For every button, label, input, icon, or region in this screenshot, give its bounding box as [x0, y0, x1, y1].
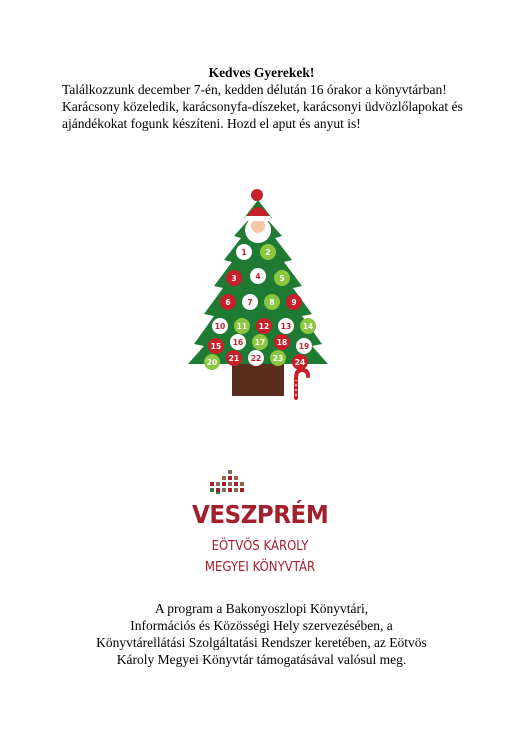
sponsor-note — [40, 600, 483, 668]
tree-trunk — [232, 364, 284, 396]
snowflake-icon: ✻ — [188, 318, 197, 329]
sponsor-note-line: Könyvtárellátási Szolgáltatási Rendszer keretében, az Eötvös — [96, 635, 427, 650]
ornament-number-12: 12 — [258, 322, 270, 331]
hat-pompom — [251, 189, 263, 201]
ornament-number-15: 15 — [210, 342, 222, 351]
library-crown-icon — [206, 466, 246, 498]
ornament-number-19: 19 — [298, 342, 310, 351]
library-logo — [180, 466, 340, 586]
ornament-number-4: 4 — [255, 272, 261, 281]
invitation-text: Találkozzunk december 7-én, kedden délután 16 órakor a könyvtárban! Karácsony közeledik, karácsonyfa-díszeket, karácsonyi üdvözlőlapokat és ajándékokat fogunk készíteni. Hozd el aput és anyut is! — [62, 82, 463, 132]
ornament-number-3: 3 — [231, 274, 237, 283]
logo-library-line1: EÖTVÖS KÁROLY — [211, 539, 309, 554]
santa-face — [251, 219, 265, 233]
ornament-number-17: 17 — [254, 338, 266, 347]
ornament-number-6: 6 — [225, 298, 231, 307]
sponsor-note-line: A program a Bakonyoszlopi Könyvtári, — [154, 601, 369, 616]
greeting-heading: Kedves Gyerekek! — [208, 65, 315, 80]
snowflake-icon: ✻ — [212, 263, 220, 273]
ornament-number-5: 5 — [279, 274, 285, 283]
ornament-number-10: 10 — [214, 322, 226, 331]
advent-calendar-tree-image — [180, 186, 336, 402]
snowflake-icon: ✻ — [318, 318, 327, 329]
sponsor-note-line: Károly Megyei Könyvtár támogatásával valósul meg. — [116, 652, 407, 667]
logo-city-name: VESZPRÉM — [192, 500, 329, 529]
santa-hat-brim — [245, 216, 271, 221]
ornament-number-11: 11 — [236, 322, 248, 331]
sponsor-note-line: Információs és Közösségi Hely szervezésében, a — [130, 618, 393, 633]
ornament-number-23: 23 — [272, 354, 284, 363]
ornament-number-2: 2 — [265, 248, 271, 257]
advent-tree-illustration — [180, 186, 336, 402]
ornament-number-1: 1 — [241, 248, 247, 257]
candy-cane — [296, 370, 308, 398]
ornament-number-14: 14 — [302, 322, 314, 331]
ornament-number-22: 22 — [250, 354, 262, 363]
ornament-number-13: 13 — [280, 322, 292, 331]
ornament-number-24: 24 — [294, 358, 306, 367]
ornament-number-16: 16 — [232, 338, 244, 347]
ornament-number-9: 9 — [291, 298, 297, 307]
ornament-number-8: 8 — [269, 298, 275, 307]
snowflake-icon: ✻ — [298, 263, 306, 273]
logo-library-line2: MEGYEI KÖNYVTÁR — [204, 560, 316, 575]
ornament-number-7: 7 — [247, 298, 253, 307]
ornament-number-18: 18 — [276, 338, 288, 347]
ornament-number-20: 20 — [206, 358, 218, 367]
ornament-number-21: 21 — [228, 354, 240, 363]
